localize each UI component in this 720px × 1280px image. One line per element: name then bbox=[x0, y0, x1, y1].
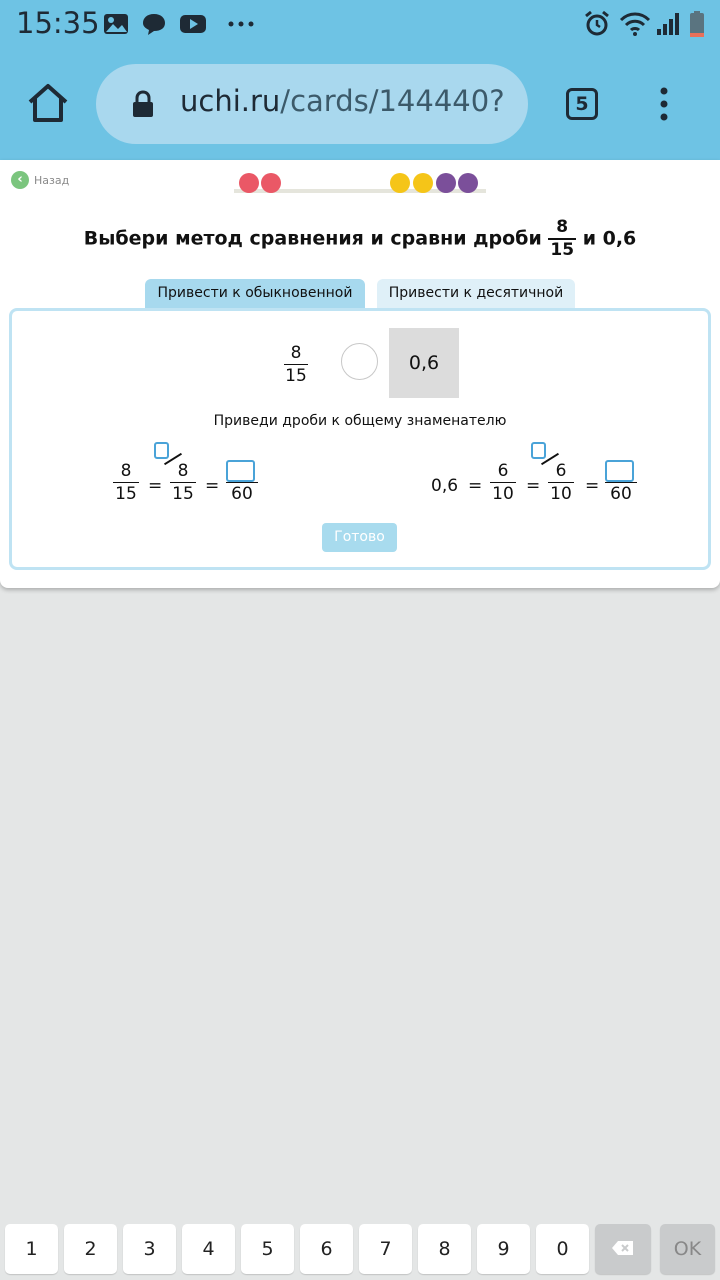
browser-toolbar bbox=[0, 48, 720, 160]
left-eq-f2-numerator: 8 bbox=[177, 461, 189, 481]
backspace-key[interactable] bbox=[595, 1224, 651, 1274]
left-numerator-input[interactable] bbox=[226, 460, 255, 482]
right-numerator-input[interactable] bbox=[605, 460, 634, 482]
task-title-and: и 0,6 bbox=[582, 227, 637, 250]
url-path: /cards/144440? bbox=[280, 84, 505, 118]
right-eq-fraction-2 bbox=[548, 460, 574, 505]
left-eq-f1-denominator: 15 bbox=[115, 484, 137, 504]
status-time: 15:35 bbox=[16, 6, 100, 40]
right-eq-fraction-1 bbox=[490, 460, 516, 505]
right-eq-f1-numerator: 6 bbox=[497, 461, 509, 481]
left-eq-f3-denominator: 60 bbox=[231, 484, 253, 504]
title-frac-denominator: 15 bbox=[550, 240, 575, 260]
tab-switcher-button[interactable]: 5 bbox=[566, 88, 598, 120]
back-button[interactable] bbox=[11, 171, 69, 189]
compare-right-value: 0,6 bbox=[389, 328, 459, 398]
left-eq-fraction-1 bbox=[113, 460, 139, 505]
progress-dot bbox=[436, 173, 456, 193]
left-eq-fraction-3 bbox=[226, 460, 258, 505]
more-notifications-icon bbox=[226, 10, 256, 38]
chat-icon bbox=[140, 10, 168, 38]
url-text bbox=[180, 84, 505, 118]
overflow-menu-icon[interactable] bbox=[658, 86, 670, 126]
key-4[interactable]: 4 bbox=[182, 1224, 235, 1274]
key-6[interactable]: 6 bbox=[300, 1224, 353, 1274]
comparison-sign-slot[interactable] bbox=[341, 343, 378, 380]
alarm-icon bbox=[582, 10, 612, 38]
right-eq-equals-2: = bbox=[585, 476, 600, 496]
left-eq-equals-1: = bbox=[148, 476, 163, 496]
task-title bbox=[0, 219, 720, 259]
key-8[interactable]: 8 bbox=[418, 1224, 471, 1274]
left-eq-equals-2: = bbox=[205, 476, 220, 496]
right-eq-f3-denominator: 60 bbox=[610, 484, 632, 504]
status-bar bbox=[0, 0, 720, 48]
progress-dot bbox=[413, 173, 433, 193]
task-title-text: Выбери метод сравнения и сравни дроби bbox=[83, 227, 542, 250]
progress-dot bbox=[458, 173, 478, 193]
key-9[interactable]: 9 bbox=[477, 1224, 530, 1274]
left-multiplier-input[interactable] bbox=[154, 442, 169, 459]
backspace-icon bbox=[611, 1225, 635, 1275]
task-card bbox=[0, 160, 720, 588]
task-title-fraction bbox=[548, 219, 576, 259]
right-eq-fraction-3 bbox=[605, 460, 637, 505]
progress-dot bbox=[239, 173, 259, 193]
right-multiplier-input[interactable] bbox=[531, 442, 546, 459]
lock-icon bbox=[132, 90, 154, 122]
url-host: uchi.ru bbox=[180, 84, 281, 118]
wifi-icon bbox=[618, 10, 652, 38]
progress-dot bbox=[261, 173, 281, 193]
key-7[interactable]: 7 bbox=[359, 1224, 412, 1274]
compare-left-fraction bbox=[284, 342, 308, 387]
key-5[interactable]: 5 bbox=[241, 1224, 294, 1274]
key-3[interactable]: 3 bbox=[123, 1224, 176, 1274]
key-1[interactable]: 1 bbox=[5, 1224, 58, 1274]
signal-icon bbox=[654, 10, 682, 38]
compare-left-numerator: 8 bbox=[290, 343, 302, 363]
right-eq-f1-denominator: 10 bbox=[492, 484, 514, 504]
compare-left-denominator: 15 bbox=[285, 366, 307, 386]
numeric-keyboard bbox=[0, 1218, 720, 1280]
done-button[interactable]: Готово bbox=[322, 523, 397, 552]
progress-dot bbox=[390, 173, 410, 193]
youtube-icon bbox=[178, 10, 208, 38]
gallery-icon bbox=[102, 10, 130, 38]
title-frac-numerator: 8 bbox=[556, 217, 569, 237]
right-eq-lhs: 0,6 bbox=[431, 476, 459, 496]
tab-to-common-fraction[interactable]: Привести к обыкновенной bbox=[145, 279, 365, 308]
right-eq-f2-numerator: 6 bbox=[555, 461, 567, 481]
tab-to-decimal[interactable]: Привести к десятичной bbox=[377, 279, 575, 308]
right-eq-equals-1: = bbox=[526, 476, 541, 496]
back-label: Назад bbox=[34, 173, 70, 187]
back-arrow-icon: ‹ bbox=[11, 171, 29, 189]
ok-key[interactable]: OK bbox=[660, 1224, 715, 1274]
right-eq-f2-denominator: 10 bbox=[550, 484, 572, 504]
home-icon[interactable] bbox=[26, 82, 70, 128]
left-eq-f2-denominator: 15 bbox=[172, 484, 194, 504]
address-bar[interactable] bbox=[96, 64, 528, 144]
left-eq-fraction-2 bbox=[170, 460, 196, 505]
left-eq-f1-numerator: 8 bbox=[120, 461, 132, 481]
right-eq-equals-0: = bbox=[468, 476, 483, 496]
battery-icon bbox=[686, 10, 708, 38]
key-2[interactable]: 2 bbox=[64, 1224, 117, 1274]
instruction-text: Приведи дроби к общему знаменателю bbox=[213, 413, 507, 429]
key-0[interactable]: 0 bbox=[536, 1224, 589, 1274]
